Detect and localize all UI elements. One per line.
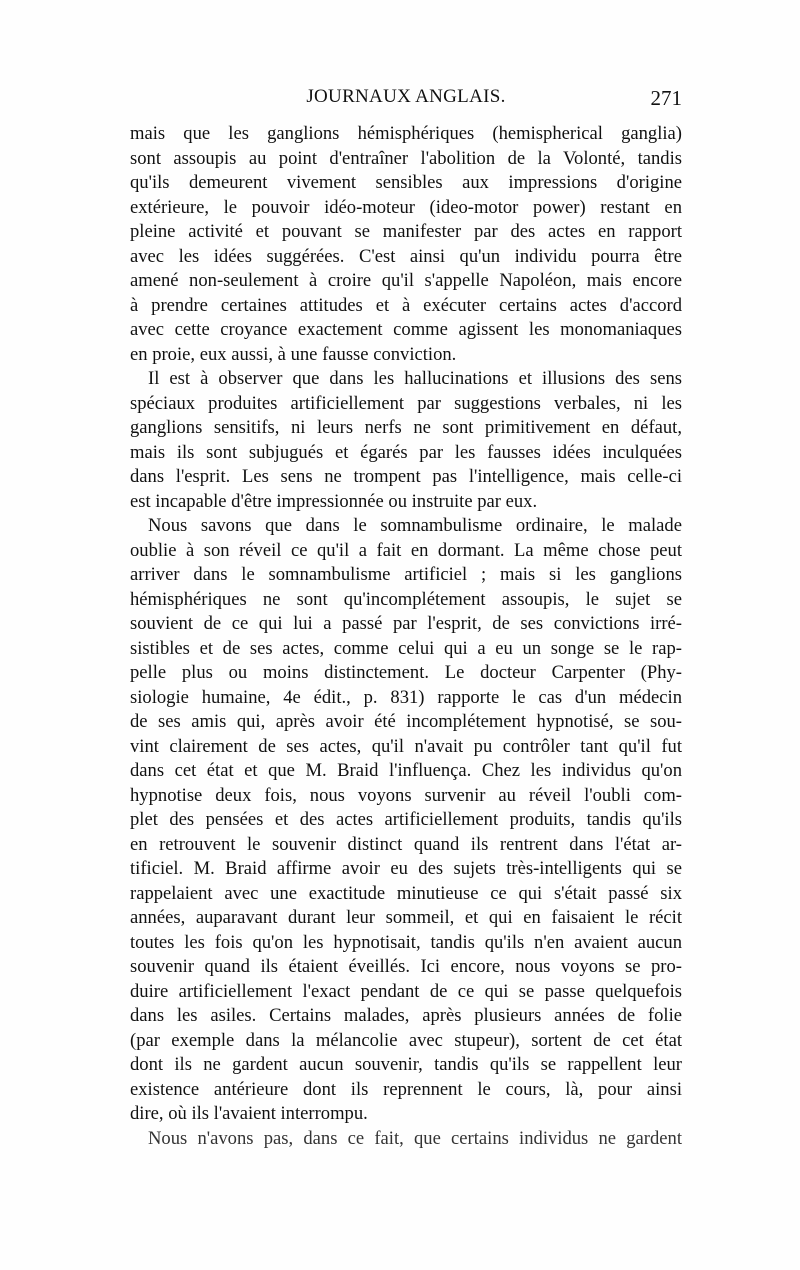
text-line: de ses amis qui, après avoir été incomplétement hypnotisé, se sou- [130, 711, 682, 732]
text-line: en retrouvent le souvenir distinct quand ils rentrent dans l'état ar- [130, 833, 682, 855]
text-line: pleine activité et pouvant se manifester par des actes en rapport [130, 221, 682, 242]
text-line: à prendre certaines attitudes et à exécuter certains actes d'accord [130, 294, 682, 316]
text-line: rappelaient avec une exactitude minutieuse ce qui s'était passé six [130, 882, 682, 904]
text-line: dans cet état et que M. Braid l'influença. Chez les individus qu'on [130, 760, 682, 781]
text-line: arriver dans le somnambulisme artificiel ; mais si les ganglions [130, 564, 682, 585]
text-line: Nous n'avons pas, dans ce fait, que certains individus ne gardent [148, 1127, 682, 1149]
text-line: est incapable d'être impressionnée ou instruite par eux. [130, 490, 538, 512]
text-line: sont assoupis au point d'entraîner l'abolition de la Volonté, tandis [130, 147, 682, 169]
text-line: amené non-seulement à croire qu'il s'appelle Napoléon, mais encore [130, 270, 682, 291]
text-line: années, auparavant durant leur sommeil, et qui en faisaient le récit [130, 907, 682, 928]
text-line: avec cette croyance exactement comme agissent les monomaniaques [130, 319, 682, 340]
text-line: pelle plus ou moins distinctement. Le docteur Carpenter (Phy- [130, 662, 682, 683]
running-title: JOURNAUX ANGLAIS. [306, 86, 506, 107]
text-line: duire artificiellement l'exact pendant de ce qui se passe quelquefois [130, 980, 682, 1002]
text-line: spéciaux produites artificiellement par suggestions verbales, ni les [130, 392, 682, 414]
text-line: mais que les ganglions hémisphériques (hemispherical ganglia) [130, 123, 682, 144]
text-line: plet des pensées et des actes artificiellement produits, tandis qu'ils [130, 809, 682, 830]
page-number: 271 [650, 86, 682, 110]
text-line: extérieure, le pouvoir idéo-moteur (ideo-motor power) restant en [130, 196, 682, 218]
text-line: hémisphériques ne sont qu'incomplétement assoupis, le sujet se [130, 588, 682, 610]
text-line: dire, où ils l'avaient interrompu. [130, 1103, 368, 1124]
text-line: souvenir quand ils étaient éveillés. Ici encore, nous voyons se pro- [130, 956, 682, 977]
text-line: vint clairement de ses actes, qu'il n'avait pu contrôler tant qu'il fut [130, 735, 682, 757]
text-line: tificiel. M. Braid affirme avoir eu des sujets très-intelligents qui se [130, 858, 682, 879]
text-line: ganglions sensitifs, ni leurs nerfs ne sont primitivement en défaut, [130, 417, 682, 438]
text-line: hypnotise deux fois, nous voyons survenir au réveil l'oubli com- [130, 784, 682, 806]
text-line: siologie humaine, 4e édit., p. 831) rapporte le cas d'un médecin [130, 686, 682, 708]
text-line: toutes les fois qu'on les hypnotisait, tandis qu'ils n'en avaient aucun [130, 931, 682, 953]
text-line: oublie à son réveil ce qu'il a fait en dormant. La même chose peut [130, 539, 682, 561]
text-line: sistibles et de ses actes, comme celui qui a eu un songe se le rap- [130, 637, 682, 659]
body-text [130, 122, 682, 1151]
text-line: (par exemple dans la mélancolie avec stupeur), sortent de cet état [130, 1029, 682, 1051]
text-line: mais ils sont subjugués et égarés par les fausses idées inculquées [130, 441, 682, 463]
page-header [130, 86, 682, 118]
text-line: avec les idées suggérées. C'est ainsi qu'un individu pourra être [130, 245, 682, 267]
text-line: dans les asiles. Certains malades, après plusieurs années de folie [130, 1005, 682, 1026]
text-line: existence antérieure dont ils reprennent le cours, là, pour ainsi [130, 1078, 682, 1100]
text-line: dans l'esprit. Les sens ne trompent pas l'intelligence, mais celle-ci [130, 466, 682, 487]
text-line: Nous savons que dans le somnambulisme ordinaire, le malade [148, 515, 682, 536]
text-line: en proie, eux aussi, à une fausse conviction. [130, 343, 457, 365]
text-line: dont ils ne gardent aucun souvenir, tandis qu'ils se rappellent leur [130, 1054, 682, 1075]
text-line: qu'ils demeurent vivement sensibles aux impressions d'origine [130, 172, 682, 193]
text-line: souvient de ce qui lui a passé par l'esprit, de ses convictions irré- [130, 613, 682, 634]
text-line: Il est à observer que dans les hallucinations et illusions des sens [148, 368, 682, 389]
